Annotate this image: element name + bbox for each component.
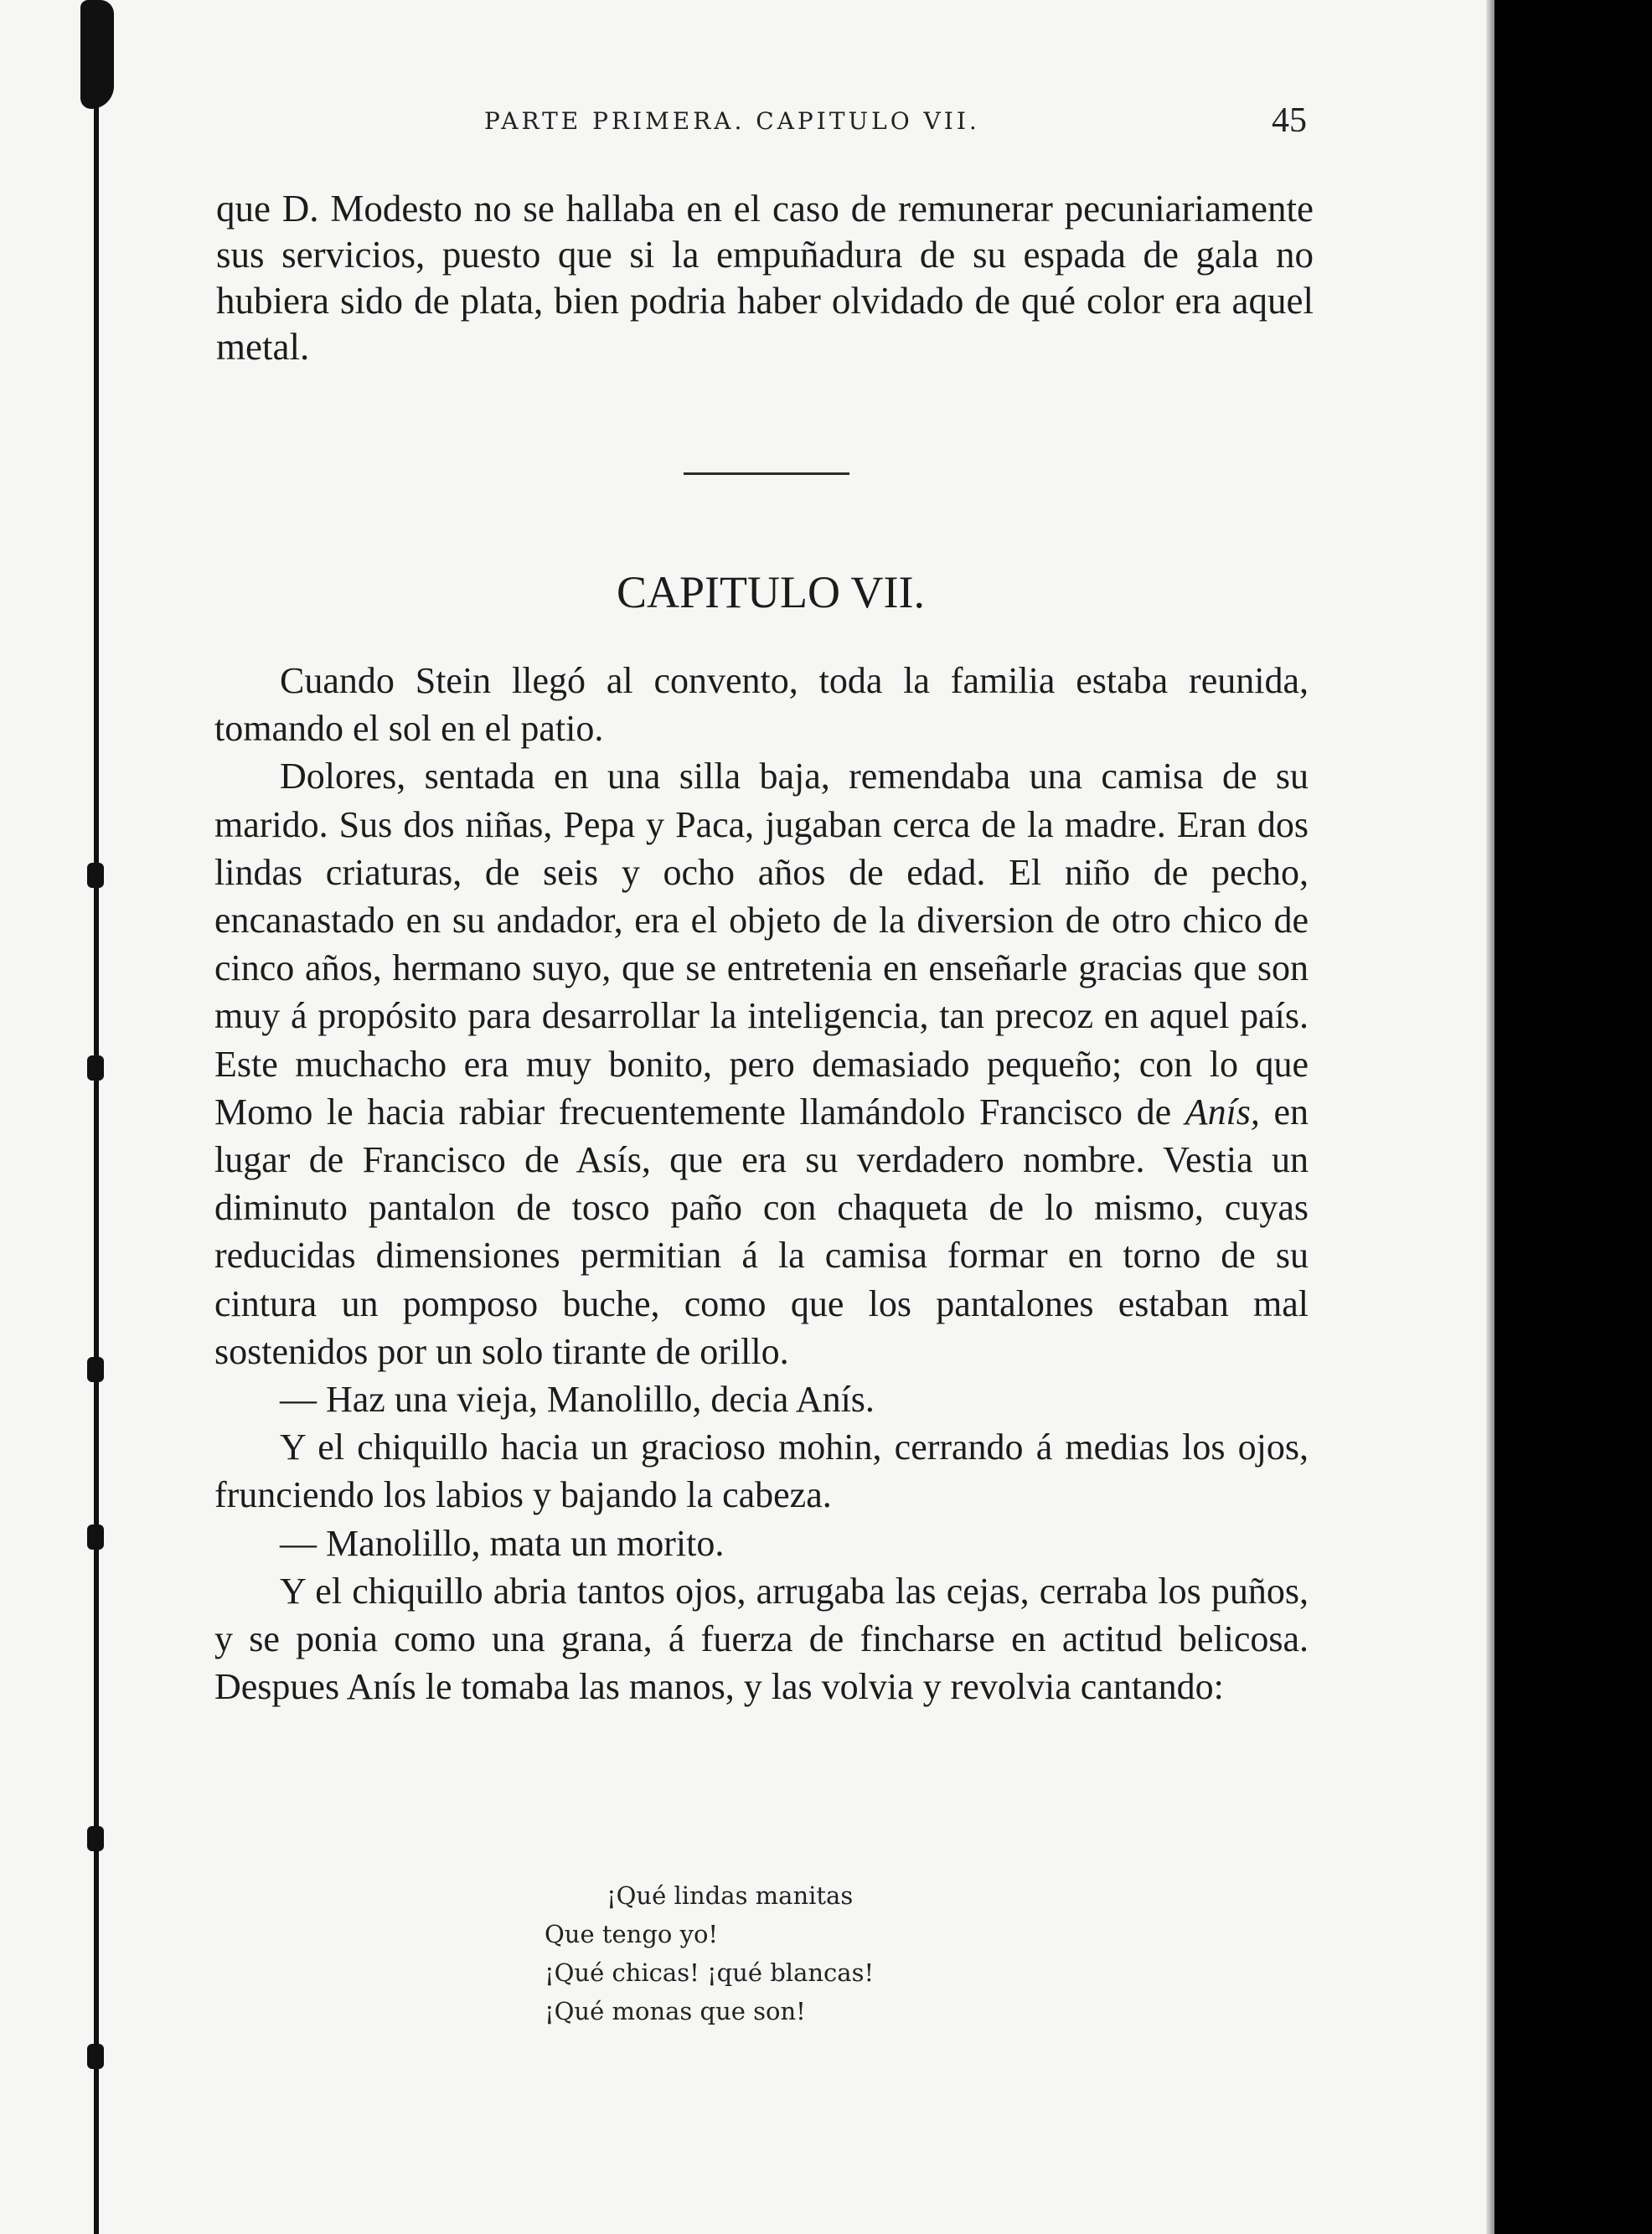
- chapter-body: [214, 657, 1309, 1710]
- paragraph: — Manolillo, mata un morito.: [280, 1522, 725, 1564]
- binding-mark: [87, 1357, 104, 1382]
- chapter-title: CAPITULO VII.: [617, 567, 925, 617]
- verse-line: Que tengo yo!: [545, 1920, 719, 1948]
- paragraph-text: en lugar de Francisco de Asís, que era su verdadero nombre. Vestia un diminuto pantalon de tosco paño con chaqueta de lo mismo, cuyas reducidas dimensiones permitian á la camisa formar en torno de su cintura un pomposo buche, como que los pantalones estaban mal sostenidos por un solo tirante de orillo.: [214, 1091, 1309, 1372]
- paragraph-text: Dolores, sentada en una silla baja, remendaba una camisa de su marido. Sus dos niñas, Pepa y Paca, jugaban cerca de la madre. Eran dos lindas criaturas, de seis y ocho años de edad. El niño de pecho, encanastado en su andador, era el objeto de la diversion de otro chico de cinco años, hermano suyo, que se entretenia en enseñarle gracias que son muy á propósito para desarrollar la inteligencia, tan precoz en aquel país. Este muchacho era muy bonito, pero demasiado pequeño; con lo que Momo le hacia rabiar frecuentemente llamándolo Francisco de: [214, 756, 1309, 1132]
- binding-mark: [87, 1525, 104, 1550]
- binding-mark: [87, 1055, 104, 1081]
- paragraph: Y el chiquillo hacia un gracioso mohin, cerrando á medias los ojos, frunciendo los labios y bajando la cabeza.: [214, 1427, 1309, 1516]
- verse-block: [545, 1876, 874, 2030]
- verse-line: ¡Qué chicas! ¡qué blancas!: [545, 1958, 875, 1987]
- section-rule: [684, 472, 849, 475]
- binding-edge: [80, 0, 102, 2234]
- running-head: PARTE PRIMERA. CAPITULO VII.: [484, 107, 980, 135]
- paragraph: Cuando Stein llegó al convento, toda la familia estaba reunida, tomando el sol en el patio.: [214, 660, 1309, 750]
- binding-mark: [87, 1826, 104, 1851]
- verse-line: ¡Qué monas que son!: [545, 1997, 806, 2025]
- binding-mark: [87, 863, 104, 888]
- binding-line: [94, 34, 99, 2234]
- paragraph: Y el chiquillo abria tantos ojos, arrugaba las cejas, cerraba los puños, y se ponia como una grana, á fuerza de fincharse en actitud belicosa. Despues Anís le tomaba las manos, y las volvia y revolvia cantando:: [214, 1570, 1309, 1708]
- paragraph: — Haz una vieja, Manolillo, decia Anís.: [280, 1379, 875, 1421]
- verse-line: ¡Qué lindas manitas: [607, 1881, 854, 1910]
- continued-paragraph: que D. Modesto no se hallaba en el caso de remunerar pecuniariamente sus servicios, puesto que si la empuñadura de su espada de gala no hubiera sido de plata, bien podria haber olvidado de qué color era aquel metal.: [216, 188, 1314, 368]
- page-number: 45: [1272, 101, 1307, 140]
- page-edge-shadow: [1486, 0, 1495, 2234]
- continued-paragraph-block: [216, 186, 1314, 370]
- italic-word: Anís,: [1185, 1091, 1260, 1132]
- binding-mark: [87, 2044, 104, 2069]
- paragraph: [214, 752, 1309, 1375]
